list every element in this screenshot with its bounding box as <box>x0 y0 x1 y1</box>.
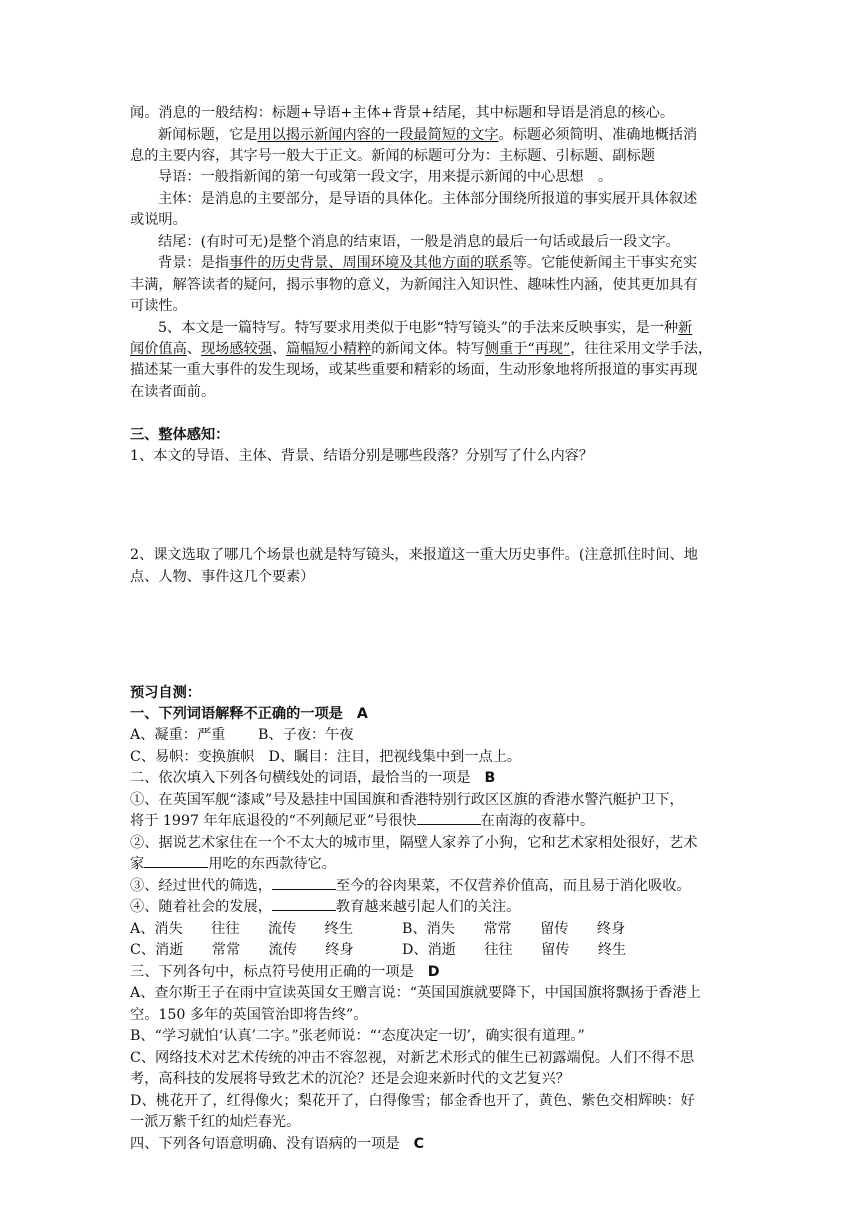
quiz-q2-sentence-3: ③、经过世代的筛选， 至今的谷肉果菜，不仅营养价值高，而且易于消化吸收。 <box>130 878 691 894</box>
news-title-line: 新闻标题，它是用以揭示新闻内容的一段最简短的文字。标题必须简明、准确地概括消 <box>158 127 698 143</box>
quiz-q3-option-c: C、网络技术对艺术传统的冲击不容忽视，对新艺术形式的催生已初露端倪。人们不得不思 <box>130 1050 695 1066</box>
body-line: 主体：是消息的主要部分，是导语的具体化。主体部分围绕所报道的事实展开具体叙述 <box>158 191 698 207</box>
fill-blank <box>272 898 336 911</box>
underlined-definition: 用以揭示新闻内容的一段最简短的文字 <box>257 127 499 143</box>
background-line: 背景：是指事件的历史背景、周围环境及其他方面的联系等。它能使新闻主干事实充实 <box>158 255 698 271</box>
intro-structure-line: 闻。消息的一般结构：标题+导语+主体+背景+结尾，其中标题和导语是消息的核心。 <box>130 105 675 121</box>
background-line-2: 丰满，解答读者的疑问，揭示事物的意义，为新闻注入知识性、趣味性内涵，使其更加具有 <box>130 277 698 293</box>
quiz-q3-option-a: A、查尔斯王子在雨中宣读英国女王赠言说：“英国国旗就要降下，中国国旗将飘扬于香港上 <box>130 985 701 1001</box>
quiz-q2-sentence-1: ①、在英国军舰“漆咸”号及悬挂中国国旗和香港特别行政区区旗的香港水警汽艇护卫下， <box>130 792 684 808</box>
quiz-q4-stem: 四、下列各句语意明确、没有语病的一项是 C <box>130 1136 424 1152</box>
quiz-q3-answer: D <box>427 964 440 980</box>
quiz-q3-option-a-cont: 空。150 多年的英国管治即将告终”。 <box>130 1007 368 1023</box>
section3-question-2: 2、课文选取了哪几个场景也就是特写镜头，来报道这一重大历史事件。(注意抓住时间、地 <box>130 547 698 563</box>
quiz-q3-option-d-cont: 一派万紫千红的灿烂春光。 <box>130 1114 301 1130</box>
fill-blank <box>144 855 208 868</box>
quiz-heading: 预习自测： <box>130 685 201 701</box>
quiz-q2-options-cd: C、消逝 常常 流传 终身 D、消逝 往往 留传 终生 <box>130 942 627 958</box>
feature-line-3: 描述某一重大事件的发生现场，或某些重要和精彩的场面，生动形象地将所报道的事实再现 <box>130 362 698 378</box>
quiz-q2-sentence-1-cont: 将于 1997 年年底退役的“不列颠尼亚”号很快 在南海的夜幕中。 <box>130 813 595 829</box>
news-title-line-2: 息的主要内容，其字号一般大于正文。新闻的标题可分为：主标题、引标题、副标题 <box>130 148 655 164</box>
quiz-q1-options-cd: C、易帜：变换旗帜 D、瞩目：注目，把视线集中到一点上。 <box>130 749 522 765</box>
quiz-q3-stem: 三、下列各句中，标点符号使用正确的一项是 D <box>130 964 440 980</box>
body-line-2: 或说明。 <box>130 212 187 228</box>
fill-blank <box>272 877 336 890</box>
fill-blank <box>417 812 481 825</box>
lead-line: 导语：一般指新闻的第一句或第一段文字，用来提示新闻的中心思想 。 <box>158 169 613 185</box>
quiz-q2-sentence-2-cont: 家 用吃的东西款待它。 <box>130 856 336 872</box>
quiz-q2-options-ab: A、消失 往往 流传 终生 B、消失 常常 留传 终身 <box>130 921 626 937</box>
underlined-background: 事件的历史背景、周围环境及其他方面的联系 <box>228 255 513 271</box>
section3-heading: 三、整体感知： <box>130 427 230 443</box>
quiz-q2-sentence-2: ②、据说艺术家住在一个不太大的城市里，隔壁人家养了小狗，它和艺术家相处很好，艺术 <box>130 835 698 851</box>
quiz-q1-answer: A <box>356 706 368 722</box>
quiz-q1-stem: 一、下列词语解释不正确的一项是 A <box>130 706 368 722</box>
feature-line-4: 在读者面前。 <box>130 384 216 400</box>
feature-line-2: 闻价值高、现场感较强、篇幅短小精粹的新闻文体。特写侧重于“再现”，往往采用文学手法， <box>130 341 713 357</box>
ending-line: 结尾：(有时可无)是整个消息的结束语，一般是消息的最后一句话或最后一段文字。 <box>158 234 680 250</box>
quiz-q3-option-c-cont: 考，高科技的发展将导致艺术的沉沦？还是会迎来新时代的文艺复兴？ <box>130 1071 570 1087</box>
quiz-q2-sentence-4: ④、随着社会的发展， 教育越来越引起人们的关注。 <box>130 899 521 915</box>
quiz-q2-stem: 二、依次填入下列各句横线处的词语，最恰当的一项是 B <box>130 770 496 786</box>
section3-question-2-cont: 点、人物、事件这几个要素） <box>130 569 315 585</box>
quiz-q2-answer: B <box>484 770 496 786</box>
quiz-q3-option-b: B、“学习就怕‘认真’二字。”张老师说：“‘态度决定一切’，确实很有道理。” <box>130 1028 585 1044</box>
quiz-q4-answer: C <box>413 1136 424 1152</box>
background-line-3: 可读性。 <box>130 298 187 314</box>
quiz-q3-option-d: D、桃花开了，红得像火；梨花开了，白得像雪；郁金香也开了，黄色、紫色交相辉映：好 <box>130 1093 695 1109</box>
section3-question-1: 1、本文的导语、主体、背景、结语分别是哪些段落？分别写了什么内容？ <box>130 448 594 464</box>
feature-line: 5、本文是一篇特写。特写要求用类似于电影“特写镜头”的手法来反映事实，是一种新 <box>158 320 693 336</box>
quiz-q1-options-ab: A、凝重：严重 B、子夜：午夜 <box>130 727 354 743</box>
